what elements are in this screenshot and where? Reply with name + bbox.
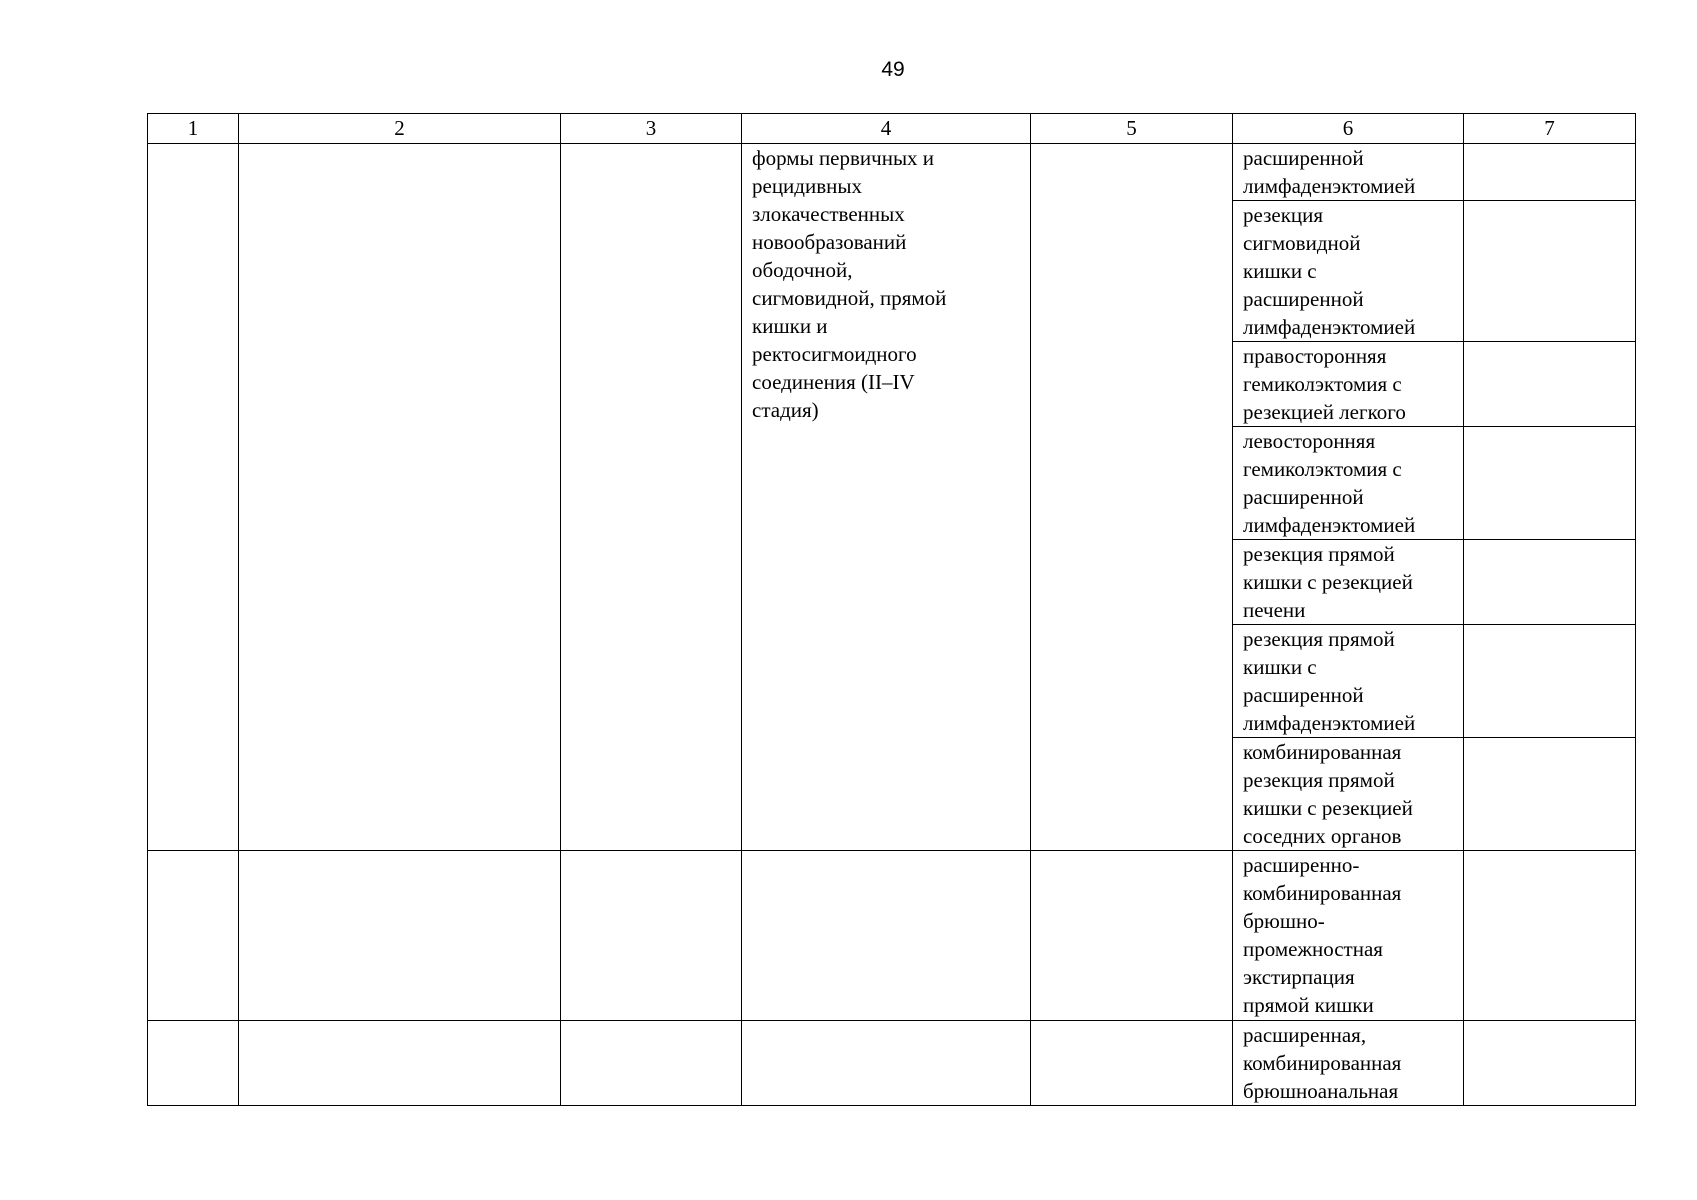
column-header-2: 2 (239, 114, 561, 144)
column-header-7: 7 (1464, 114, 1636, 144)
table-row (148, 144, 1636, 201)
col7-cell (1464, 1021, 1636, 1106)
row3-col2-cell (239, 1021, 561, 1106)
procedure-text: расширенная, комбинированная брюшноанальная (1243, 1023, 1402, 1103)
diagnosis-cell (742, 144, 1031, 851)
column-header-1: 1 (148, 114, 239, 144)
procedure-cell (1233, 342, 1464, 427)
col7-cell (1464, 738, 1636, 851)
column-header-6: 6 (1233, 114, 1464, 144)
column-header-3: 3 (561, 114, 742, 144)
col7-cell (1464, 144, 1636, 201)
row2-col4-cell (742, 851, 1031, 1021)
row2-col3-cell (561, 851, 742, 1021)
col7-cell (1464, 851, 1636, 1021)
block1-col2-cell (239, 144, 561, 851)
table-row (148, 1021, 1636, 1106)
column-header-4: 4 (742, 114, 1031, 144)
procedure-cell (1233, 540, 1464, 625)
block1-col5-cell (1031, 144, 1233, 851)
col7-cell (1464, 427, 1636, 540)
procedure-text: расширенно- комбинированная брюшно- промежностная экстирпация прямой кишки (1243, 853, 1402, 1017)
procedure-cell (1233, 1021, 1464, 1106)
row3-col3-cell (561, 1021, 742, 1106)
procedure-cell (1233, 625, 1464, 738)
col7-cell (1464, 342, 1636, 427)
page-number: 49 (881, 58, 905, 81)
procedure-cell (1233, 144, 1464, 201)
block1-col1-cell (148, 144, 239, 851)
procedure-text: левосторонняя гемиколэктомия с расширенной лимфаденэктомией (1243, 429, 1416, 537)
table-row (148, 851, 1636, 1021)
col7-cell (1464, 625, 1636, 738)
col7-cell (1464, 201, 1636, 342)
row3-col4-cell (742, 1021, 1031, 1106)
col7-cell (1464, 540, 1636, 625)
column-header-5: 5 (1031, 114, 1233, 144)
row3-col5-cell (1031, 1021, 1233, 1106)
diagnosis-text: формы первичных и рецидивных злокачественных новообразований ободочной, сигмовидной, прямой кишки и ректосигмоидного соединения (II–IV стадия) (752, 146, 947, 422)
table-header-row (148, 114, 1636, 144)
procedure-text: комбинированная резекция прямой кишки с резекцией соседних органов (1243, 740, 1413, 848)
procedure-text: резекция прямой кишки с резекцией печени (1243, 542, 1413, 622)
row3-col1-cell (148, 1021, 239, 1106)
row2-col1-cell (148, 851, 239, 1021)
row2-col5-cell (1031, 851, 1233, 1021)
procedure-text: резекция прямой кишки с расширенной лимфаденэктомией (1243, 627, 1416, 735)
procedure-text: расширенной лимфаденэктомией (1243, 146, 1416, 198)
procedure-cell (1233, 427, 1464, 540)
procedure-cell (1233, 201, 1464, 342)
procedures-table (147, 113, 1636, 1106)
block1-col3-cell (561, 144, 742, 851)
procedure-text: правосторонняя гемиколэктомия с резекцией легкого (1243, 344, 1406, 424)
row2-col2-cell (239, 851, 561, 1021)
procedure-text: резекция сигмовидной кишки с расширенной лимфаденэктомией (1243, 203, 1416, 339)
procedure-cell (1233, 851, 1464, 1021)
procedure-cell (1233, 738, 1464, 851)
